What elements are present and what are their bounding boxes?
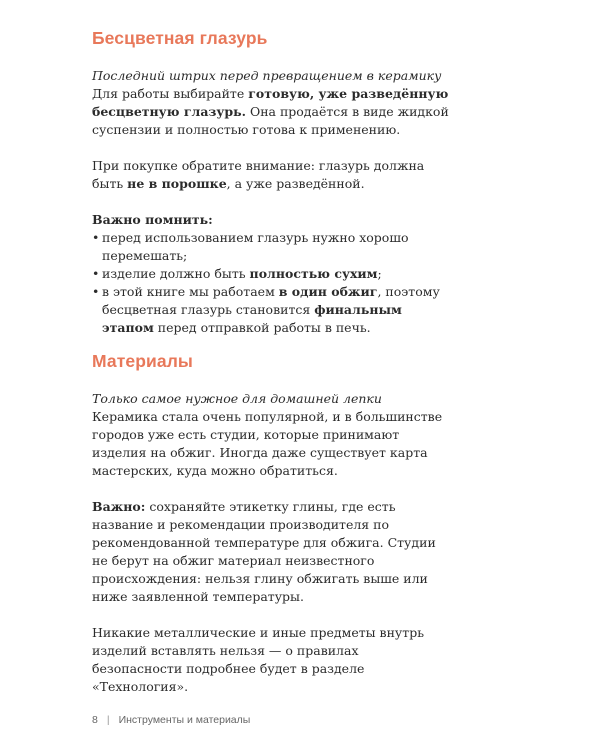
page-content — [92, 28, 452, 696]
section-subtitle-materials: Только самое нужное для домашней лепки — [92, 391, 382, 406]
materials-paragraph-3: Никакие металлические и иные предметы внутрь изделий вставлять нельзя — о правилах безопасности подробнее будет в разделе «Технология». — [92, 625, 425, 694]
section-title-materials: Материалы — [92, 351, 193, 371]
remember-label: Важно помнить: — [92, 212, 213, 227]
section-subtitle-glaze: Последний штрих перед превращением в керамику — [92, 68, 442, 83]
list-item: • изделие должно быть полностью сухим; — [92, 265, 452, 283]
materials-paragraph-1: Керамика стала очень популярной, и в большинстве городов уже есть студии, которые принимают изделия на обжиг. Иногда даже существует карта мастерских, куда можно обратиться. — [92, 409, 443, 478]
page-number: 8 — [92, 714, 98, 726]
footer-separator: | — [106, 714, 110, 726]
list-item: • перед использованием глазурь нужно хорошо перемешать; — [92, 229, 452, 265]
materials-paragraph-2: Важно: сохраняйте этикетку глины, где есть название и рекомендации производителя по рекомендованной температуре для обжига. Студии не берут на обжиг материал неизвестного происхождения: нельзя глину обжигать выше или ниже заявленной температуры. — [92, 499, 436, 604]
page-footer — [92, 714, 250, 726]
list-item: • в этой книге мы работаем в один обжиг, поэтому бесцветная глазурь становится финальным этапом перед отправкой работы в печь. — [92, 283, 452, 337]
remember-list — [92, 229, 452, 337]
glaze-paragraph-1: Для работы выбирайте готовую, уже разведённую бесцветную глазурь. Она продаётся в виде жидкой суспензии и полностью готова к применению. — [92, 86, 449, 137]
section-title-glaze: Бесцветная глазурь — [92, 28, 268, 48]
glaze-paragraph-2: При покупке обратите внимание: глазурь должна быть не в порошке, а уже разведённой. — [92, 158, 425, 191]
chapter-title: Инструменты и материалы — [118, 714, 251, 726]
